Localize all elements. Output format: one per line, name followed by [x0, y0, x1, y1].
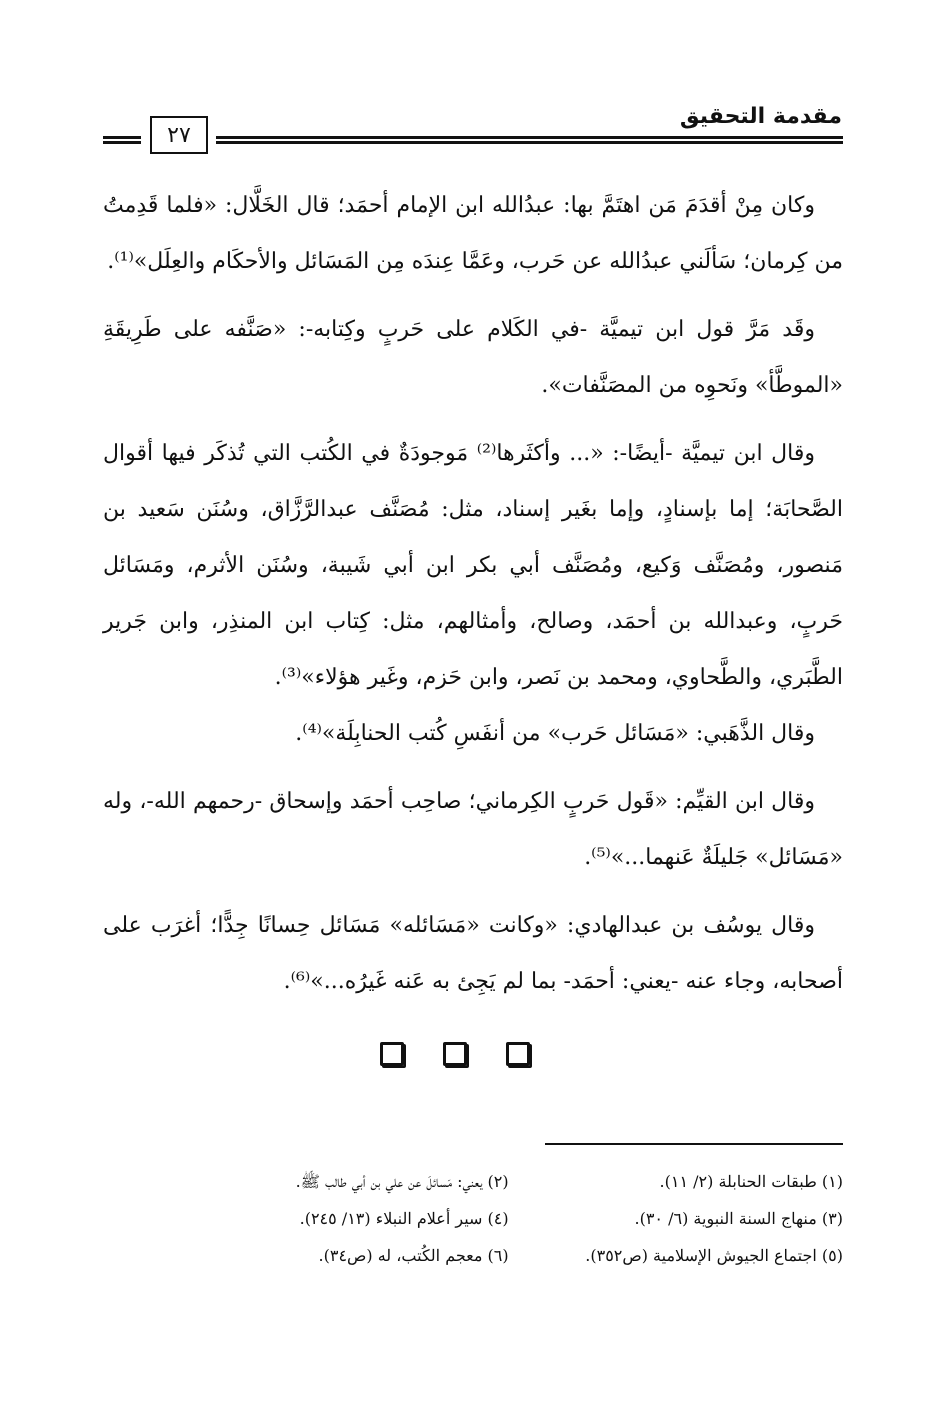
paragraph: وقال الذَّهَبي: «مَسَائل حَرب» من أنفَسِ كُتب الحنابِلَة»⁽⁴⁾.	[295, 721, 815, 746]
paragraph: وقال يوسُف بن عبدالهادي: «وكانت «مَسَائله» مَسَائل حِسانًا جِدًّا؛ أغرَب على أصحابه، وجاء عنه -يعني: أحمَد- بما لم يَجِئ به عَنه غَيرُه...»⁽⁶⁾.	[103, 913, 843, 994]
paragraph: وقال ابن تيميَّة -أيضًا-: «... وأكثَرها⁽²⁾ مَوجودَةٌ في الكُتب التي تُذكَر فيها أقوال الصَّحابَة؛ إما بإسنادٍ، وإما بغَير إسناد، مثل: مُصَنَّف عبدالرَّزَّاق، وسُنَن سَعيد بن مَنصور، ومُصَنَّف وَكيع، ومُصَنَّف أبي بكر ابن أبي شَيبة، وسُنَن الأثرم، ومَسَائل حَربٍ، وعبدالله بن أحمَد، وصالح، وأمثالهم، مثل: كِتاب ابن المنذِر، وابن جَرير الطَّبَري، والطَّحاوي، ومحمد بن نَصر، وابن حَزم، وغَير هؤلاء»⁽³⁾.	[103, 441, 843, 690]
footnotes	[200, 1163, 843, 1274]
footnote: (٦) معجم الكُتب، له (ص٣٤).	[318, 1246, 509, 1265]
footnote-row	[200, 1200, 843, 1237]
footnote-row	[200, 1237, 843, 1274]
square-ornament	[506, 1042, 530, 1066]
footnote: (٢) يعني: مَسائلَ عن علي بن أبي طالب ﷺ.	[295, 1172, 509, 1191]
paragraph: وقَد مَرَّ قول ابن تيميَّة -في الكَلام على حَربٍ وكِتابه-: «صَنَّفه على طَرِيقَةِ «الموطَّأ» ونَحوِه من المصَنَّفات».	[103, 317, 843, 398]
paragraph: وقال ابن القيِّم: «قَول حَربٍ الكِرماني؛ صاحِب أحمَد وإسحاق -رحمهم الله-، وله «مَسَائل» جَليلَةٌ عَنهما...»⁽⁵⁾.	[103, 789, 843, 870]
square-ornament	[443, 1042, 467, 1066]
paragraph: وكان مِنْ أقدَمَ مَن اهتَمَّ بها: عبدُالله ابن الإمام أحمَد؛ قال الخَلَّال: «فلما قَدِمتُ من كِرمان؛ سَألَني عبدُالله عن حَرب، وعَمَّا عِندَه مِن المَسَائل والأحكَام والعِلَل»⁽¹⁾.	[103, 193, 843, 274]
footnote: (١) طبقات الحنابلة (٢/ ١١).	[659, 1172, 843, 1191]
footnote-row	[200, 1163, 843, 1200]
footnote: (٥) اجتماع الجيوش الإسلامية (ص٣٥٢).	[585, 1246, 843, 1265]
footnote: (٤) سير أعلام النبلاء (١٣/ ٢٤٥).	[299, 1209, 509, 1228]
running-title: مقدمة التحقيق	[679, 104, 842, 129]
page-number: ٢٧	[167, 122, 191, 148]
header-double-rule	[216, 136, 843, 144]
body-text	[103, 178, 843, 1010]
footnote: (٣) منهاج السنة النبوية (٦/ ٣٠).	[634, 1209, 843, 1228]
square-ornament	[380, 1042, 404, 1066]
section-separator	[380, 1042, 530, 1070]
page-number-box	[150, 116, 208, 154]
header-double-rule-short	[103, 136, 141, 144]
footnote-rule	[545, 1143, 843, 1145]
